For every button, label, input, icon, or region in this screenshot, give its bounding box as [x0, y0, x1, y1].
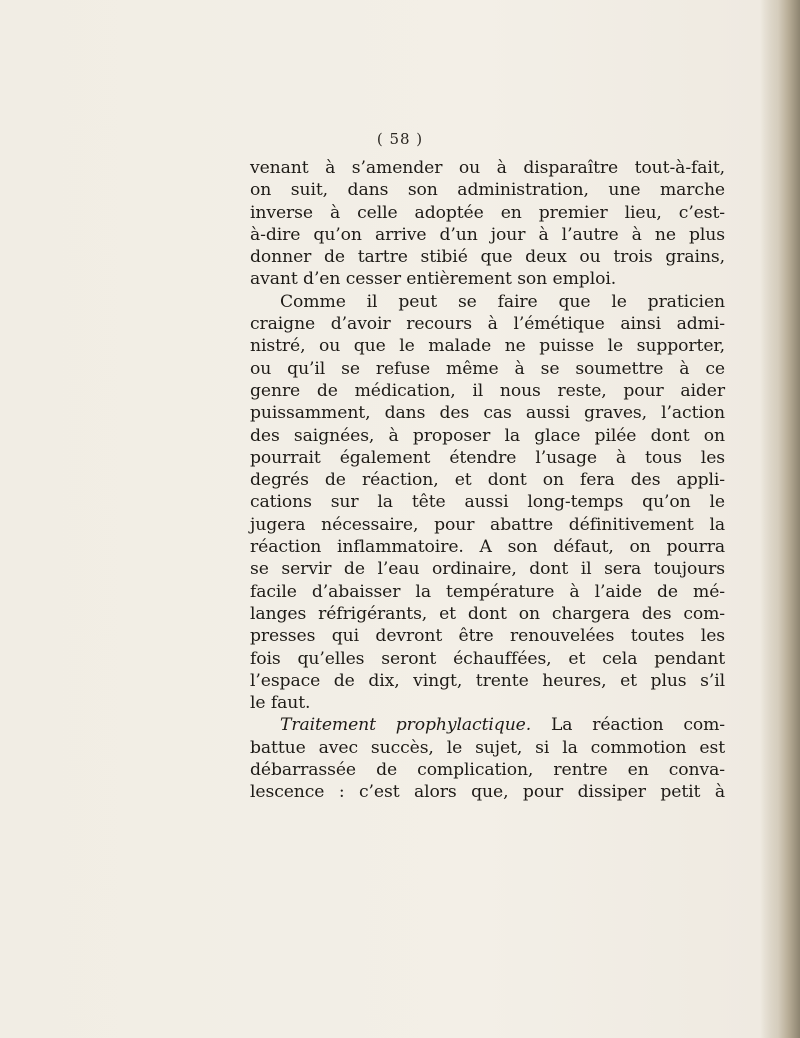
text-line: à-dire qu’on arrive d’un jour à l’autre à ne plus [250, 224, 725, 245]
text-line: nistré, ou que le malade ne puisse le supporter, [250, 336, 725, 357]
text-line: craigne d’avoir recours à l’émétique ainsi admi- [250, 314, 725, 335]
text-line: cations sur la tête aussi long-temps qu’on le [250, 492, 725, 513]
text-line: réaction inflammatoire. A son défaut, on pourra [250, 537, 725, 558]
text-line: ou qu’il se refuse même à se soumettre à ce [250, 358, 725, 379]
text-line: genre de médication, il nous reste, pour aider [250, 380, 725, 401]
text-line: donner de tartre stibié que deux ou trois grains, [250, 247, 725, 268]
page-number: ( 58 ) [376, 130, 424, 148]
text-line: débarrassée de complication, rentre en conva- [250, 760, 725, 781]
text-line: presses qui devront être renouvelées toutes les [250, 626, 725, 647]
text-line: langes réfrigérants, et dont on chargera des com- [250, 603, 725, 624]
text-line: fois qu’elles seront échauffées, et cela pendant [250, 648, 725, 669]
text-line: Comme il peut se faire que le praticien [280, 291, 725, 312]
heading-continuation: La réaction com- [550, 715, 726, 736]
text-line: facile d’abaisser la température à l’aide de mé- [250, 581, 725, 602]
page-edge-shadow [760, 0, 800, 1038]
text-line: inverse à celle adoptée en premier lieu, c’est- [250, 202, 725, 223]
text-line: battue avec succès, le sujet, si la commotion est [250, 737, 725, 758]
text-line: on suit, dans son administration, une marche [250, 180, 725, 201]
text-line: pourrait également étendre l’usage à tous les [250, 447, 725, 468]
text-line-heading [250, 714, 725, 736]
text-line: degrés de réaction, et dont on fera des appli- [250, 470, 725, 491]
text-line: se servir de l’eau ordinaire, dont il sera toujours [250, 559, 725, 580]
text-line: avant d’en cesser entièrement son emploi. [250, 269, 617, 290]
body-text [250, 157, 725, 804]
text-line: l’espace de dix, vingt, trente heures, et plus s’il [250, 670, 725, 691]
text-line: lescence : c’est alors que, pour dissiper petit à [250, 782, 725, 803]
text-line: venant à s’amender ou à disparaître tout-à-fait, [250, 158, 725, 178]
text-line: des saignées, à proposer la glace pilée dont on [250, 425, 725, 446]
text-line: le faut. [250, 693, 311, 714]
text-line: puissamment, dans des cas aussi graves, l’action [250, 403, 725, 424]
italic-heading: Traitement prophylactique. [280, 715, 532, 736]
text-line: jugera nécessaire, pour abattre définitivement la [250, 514, 725, 535]
